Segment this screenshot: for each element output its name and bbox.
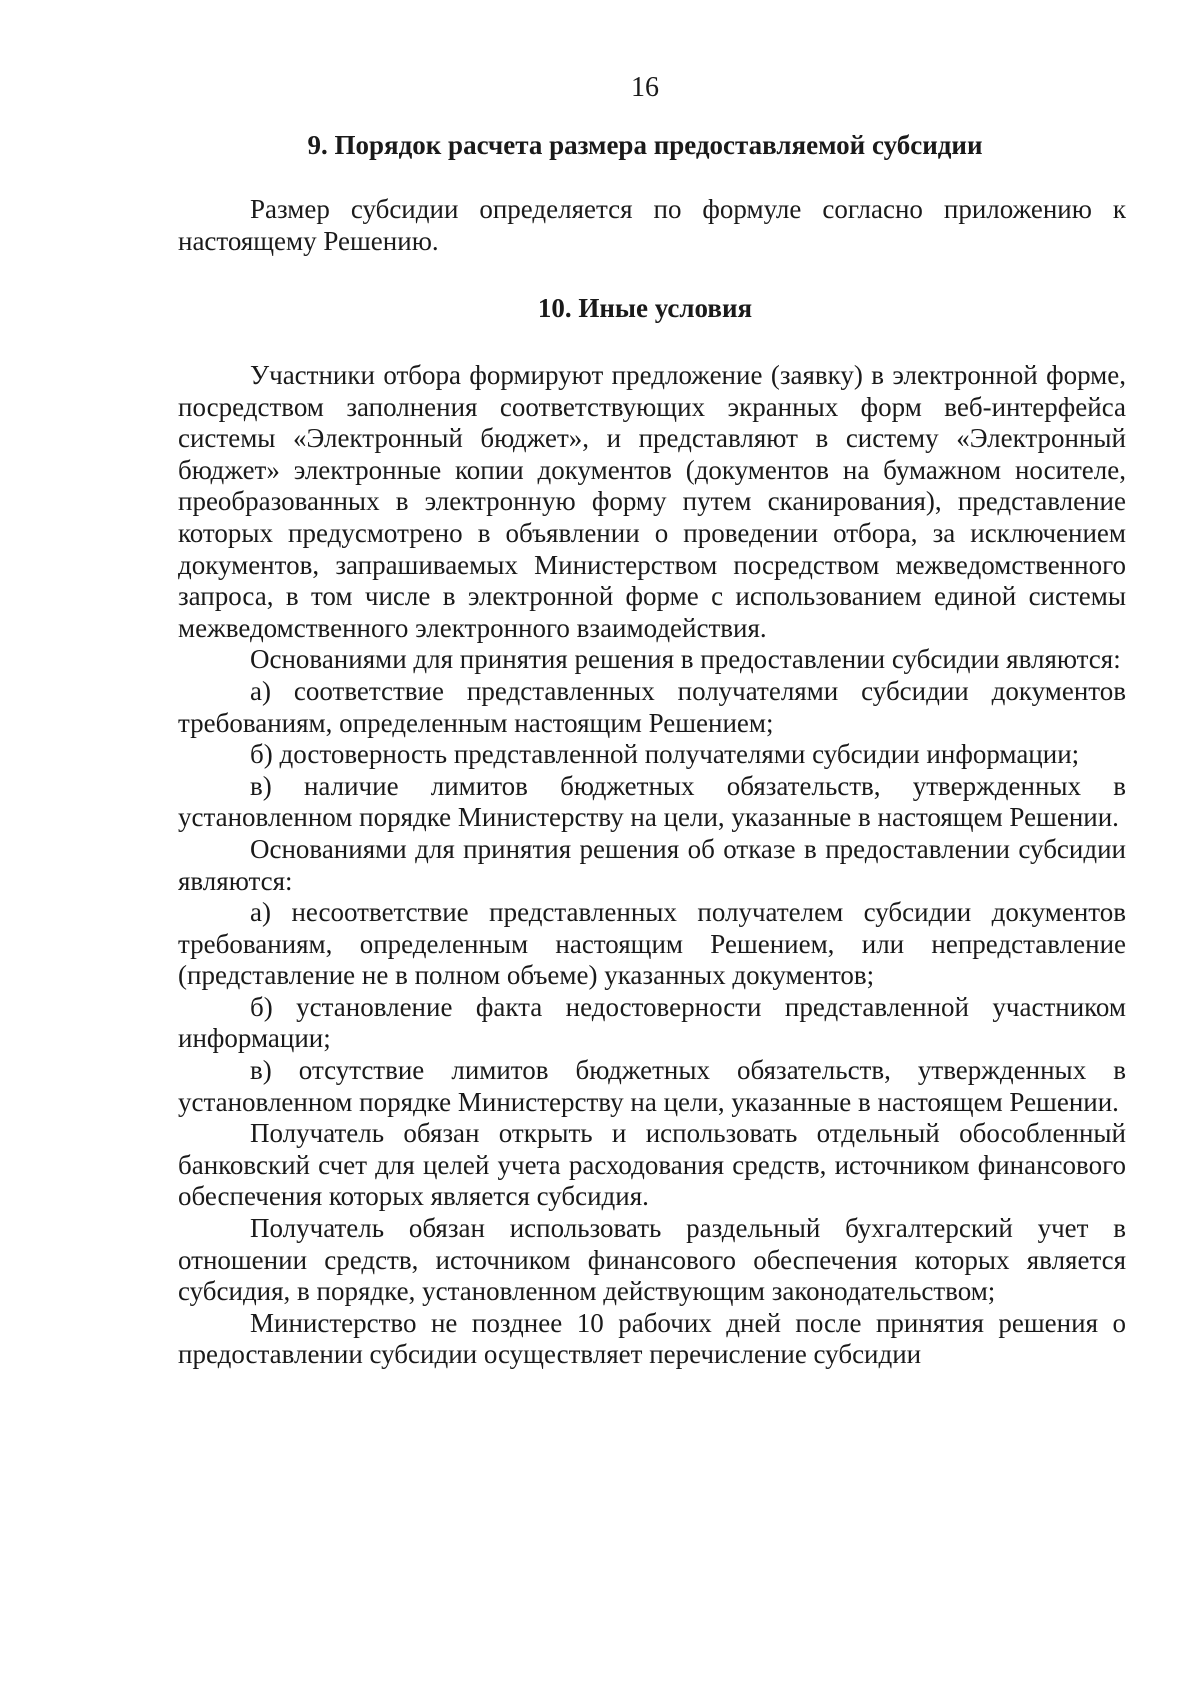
paragraph-grounds-refusal: Основаниями для принятия решения об отказе в предоставлении субсидии являются: bbox=[178, 833, 1126, 896]
paragraph-approval-item-c: в) наличие лимитов бюджетных обязательств, утвержденных в установленном порядке Министерству на цели, указанные в настоящем Решении. bbox=[178, 770, 1126, 833]
paragraph-refusal-item-b: б) установление факта недостоверности представленной участником информации; bbox=[178, 991, 1126, 1054]
section-9-paragraph: Размер субсидии определяется по формуле согласно приложению к настоящему Решению. bbox=[178, 194, 1126, 256]
paragraph-transfer: Министерство не позднее 10 рабочих дней после принятия решения о предоставлении субсидии осуществляет перечисление субсидии bbox=[178, 1307, 1126, 1370]
paragraph-approval-item-a: а) соответствие представленных получателями субсидии документов требованиям, определенным настоящим Решением; bbox=[178, 675, 1126, 738]
section-10-heading: 10. Иные условия bbox=[537, 293, 753, 323]
section-9-heading: 9. Порядок расчета размера предоставляемой субсидии bbox=[307, 130, 983, 160]
paragraph-bank-account: Получатель обязан открыть и использовать отдельный обособленный банковский счет для целей учета расходования средств, источником финансового обеспечения которых является субсидия. bbox=[178, 1118, 1126, 1212]
page-number: 16 bbox=[631, 72, 659, 103]
paragraph-application-submission: Участники отбора формируют предложение (заявку) в электронной форме, посредством заполнения соответствующих экранных форм веб-интерфейса системы «Электронный бюджет», и представляют в систему «Электронный бюджет» электронные копии документов (документов на бумажном носителе, преобразованных в электронную форму путем сканирования), представление которых предусмотрено в объявлении о проведении отбора, за исключением документов, запрашиваемых Министерством посредством межведомственного запроса, в том числе в электронной форме с использованием единой системы межведомственного электронного взаимодействия. bbox=[178, 360, 1126, 643]
paragraph-refusal-item-c: в) отсутствие лимитов бюджетных обязательств, утвержденных в установленном порядке Министерству на цели, указанные в настоящем Решении. bbox=[178, 1055, 1126, 1117]
section-9-body bbox=[178, 194, 1126, 257]
section-10-body bbox=[178, 360, 1126, 1371]
paragraph-refusal-item-a: а) несоответствие представленных получателем субсидии документов требованиям, определенным настоящим Решением, или непредставление (представление не в полном объеме) указанных документов; bbox=[178, 897, 1126, 991]
paragraph-grounds-approval: Основаниями для принятия решения в предоставлении субсидии являются: bbox=[250, 644, 1121, 675]
paragraph-accounting: Получатель обязан использовать раздельный бухгалтерский учет в отношении средств, источником финансового обеспечения которых является субсидия, в порядке, установленном действующим законодательством; bbox=[178, 1213, 1126, 1307]
paragraph-approval-item-b: б) достоверность представленной получателями субсидии информации; bbox=[250, 739, 1080, 770]
